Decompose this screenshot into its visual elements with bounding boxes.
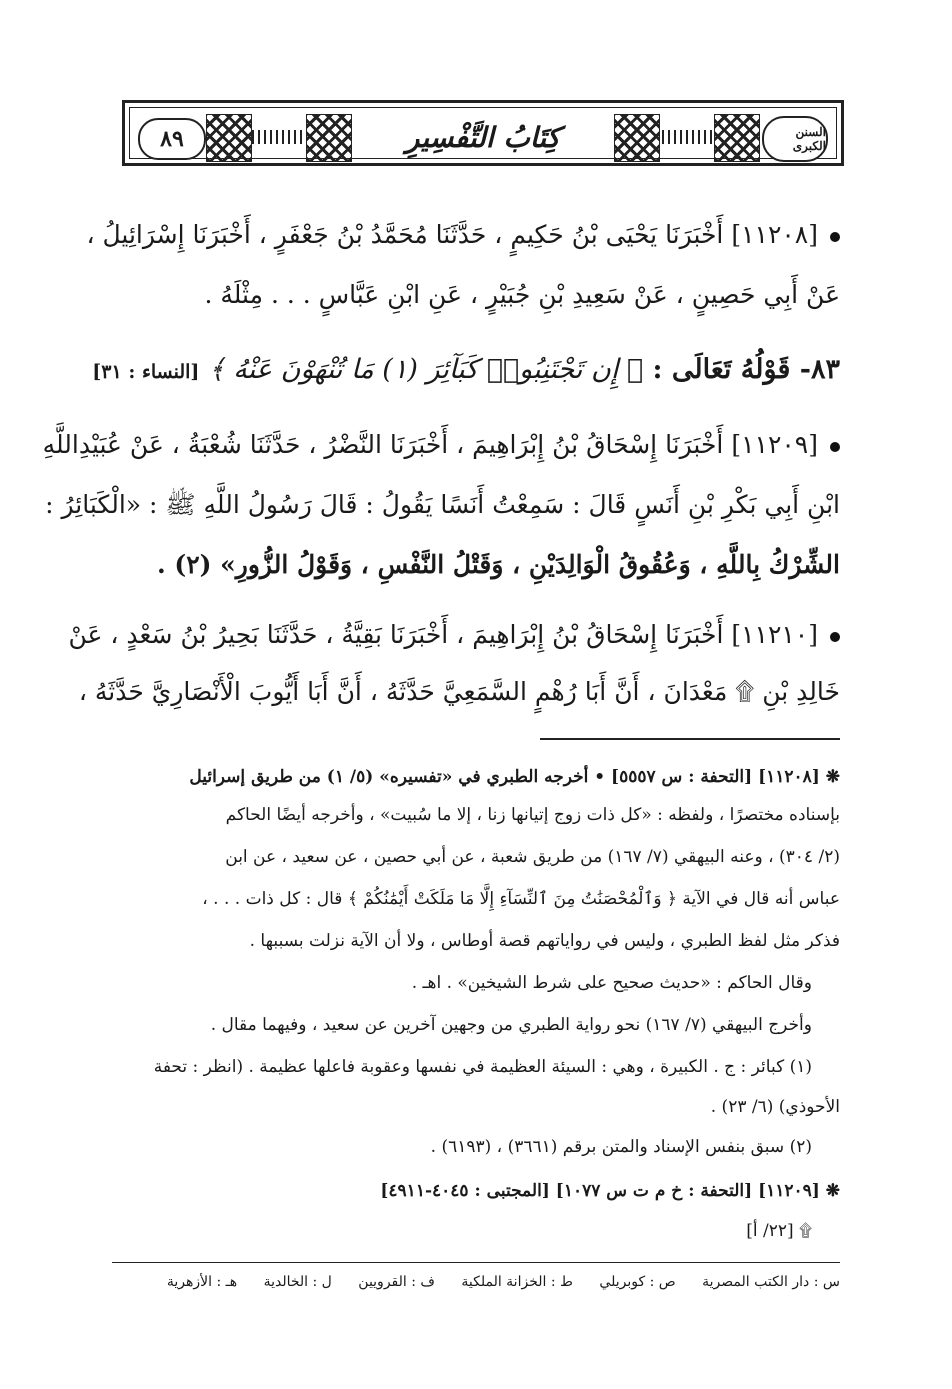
bullet-icon [830,232,840,242]
header-frame [129,107,837,159]
hadith-text: [١١٢٠٩] أَخْبَرَنَا إِسْحَاقُ بْنُ إِبْرَاهِيمَ ، أَخْبَرَنَا النَّضْرُ ، حَدَّثَنَا شُعْبَةُ ، عَنْ عُبَيْدِاللَّهِ [42,430,818,459]
page-number: ٨٩ [138,118,206,160]
legend-separator [112,1262,840,1263]
footnote-separator [540,738,840,740]
ornament-strip [252,130,304,144]
hadith-text: [١١٢١٠] أَخْبَرَنَا إِسْحَاقُ بْنُ إِبْرَاهِيمَ ، أَخْبَرَنَا بَقِيَّةُ ، حَدَّثَنَا بَحِيرُ بْنُ سَعْدٍ ، عَنْ [68,620,818,649]
hadith-line [68,615,840,657]
footnote-line: (٢) سبق بنفس الإسناد والمتن برقم (٣٦٦١) ، (٦١٩٣) . [430,1137,812,1157]
logo-medallion: السنن الكبرى [762,116,828,162]
ornament-pattern [206,114,252,162]
footnote-line: (١) كبائر : ج . الكبيرة ، وهي : السيئة العظيمة في نفسها وعقوبة فاعلها عظيمة . (انظر : تحفة [153,1057,812,1077]
footnote-line: وأخرج البيهقي (٧/ ١٦٧) نحو رواية الطبري من وجهين آخرين عن سعيد ، وفيهما مقال . [210,1015,812,1035]
footnote-line: وقال الحاكم : «حديث صحيح على شرط الشيخين» . اهـ . [411,973,812,993]
quran-verse: ﴿ إِن تَجْتَنِبُوا۟ كَبَآئِرَ (١) مَا تُنْهَوْنَ عَنْهُ ﴾ [208,354,644,385]
legend-item: ص : كوبريلي [599,1274,676,1290]
footnote-line: الأحوذي) (٦/ ٢٣) . [710,1097,840,1117]
heading-label: ٨٣- قَوْلُهُ تَعَالَى : [652,354,840,385]
hadith-line: عَنْ أَبِي حَصِينٍ ، عَنْ سَعِيدِ بْنِ جُبَيْرٍ ، عَنِ ابْنِ عَبَّاسٍ . . . مِثْلَهُ . [204,280,840,309]
bullet-icon [830,632,840,642]
bullet-icon [830,442,840,452]
footnote-line: ۩ [٢٢/ أ] [746,1221,812,1241]
ornament-pattern [614,114,660,162]
hadith-text: [١١٢٠٨] أَخْبَرَنَا يَحْيَى بْنُ حَكِيمٍ ، حَدَّثَنَا مُحَمَّدُ بْنُ جَعْفَرٍ ، أَخْبَرَنَا إِسْرَائِيلُ ، [86,220,818,249]
hadith-line [86,215,840,257]
hadith-line [42,425,840,467]
legend-item: هـ : الأزهرية [166,1274,238,1290]
page-header [122,100,844,166]
verse-heading [92,348,840,394]
hadith-line: ابْنِ أَبِي بَكْرِ بْنِ أَنَسٍ قَالَ : سَمِعْتُ أَنَسًا يَقُولُ : قَالَ رَسُولُ اللَّهِ ﷺ : «الْكَبَائِرُ : [45,490,840,519]
footnote-line: فذكر مثل لفظ الطبري ، وليس في رواياتهم قصة أوطاس ، ولا أن الآية نزلت بسببها . [249,931,840,951]
manuscript-legend [112,1270,840,1296]
footnote-line: بإسناده مختصرًا ، ولفظه : «كل ذات زوج إتيانها زنا ، إلا ما سُبيت» ، وأخرجه أيضًا الحاكم [225,805,840,825]
ornament-strip [662,130,714,144]
legend-item: ف : القرويين [358,1274,435,1290]
footnote-line: عباس أنه قال في الآية ﴿ وَٱلْمُحْصَنَٰتُ مِنَ ٱلنِّسَآءِ إِلَّا مَا مَلَكَتْ أَيْمَٰنُكُمْ ﴾ قال : كل ذات . . . ، [202,889,840,909]
chapter-title: كِتَابُ التَّفْسِيرِ [405,120,561,154]
legend-item: ل : الخالدية [263,1274,332,1290]
verse-citation: [النساء : ٣١] [92,361,200,383]
footnote-line: ❋ [١١٢٠٨] [التحفة : س ٥٥٥٧] • أخرجه الطبري في «تفسيره» (٥/ ١) من طريق إسرائيل [189,767,840,787]
hadith-line: خَالِدِ بْنِ ۩ مَعْدَانَ ، أَنَّ أَبَا رُهْمٍ السَّمَعِيَّ حَدَّثَهُ ، أَنَّ أَبَا أَيُّوبَ الْأَنْصَارِيَّ حَدَّثَهُ ، [78,677,840,706]
ornament-pattern [714,114,760,162]
footnote-line: (٢/ ٣٠٤) ، وعنه البيهقي (٧/ ١٦٧) من طريق شعبة ، عن أبي حصين ، عن سعيد ، عن ابن [225,847,840,867]
ornament-pattern [306,114,352,162]
legend-item: س : دار الكتب المصرية [702,1274,840,1290]
hadith-line: الشِّرْكُ بِاللَّهِ ، وَعُقُوقُ الْوَالِدَيْنِ ، وَقَتْلُ النَّفْسِ ، وَقَوْلُ الزُّورِ» (٢) . [156,550,840,579]
legend-item: ط : الخزانة الملكية [461,1274,573,1290]
footnote-line: ❋ [١١٢٠٩] [التحفة : خ م ت س ١٠٧٧] [المجتبى : ٤٠٤٥-٤٩١١] [380,1181,840,1201]
